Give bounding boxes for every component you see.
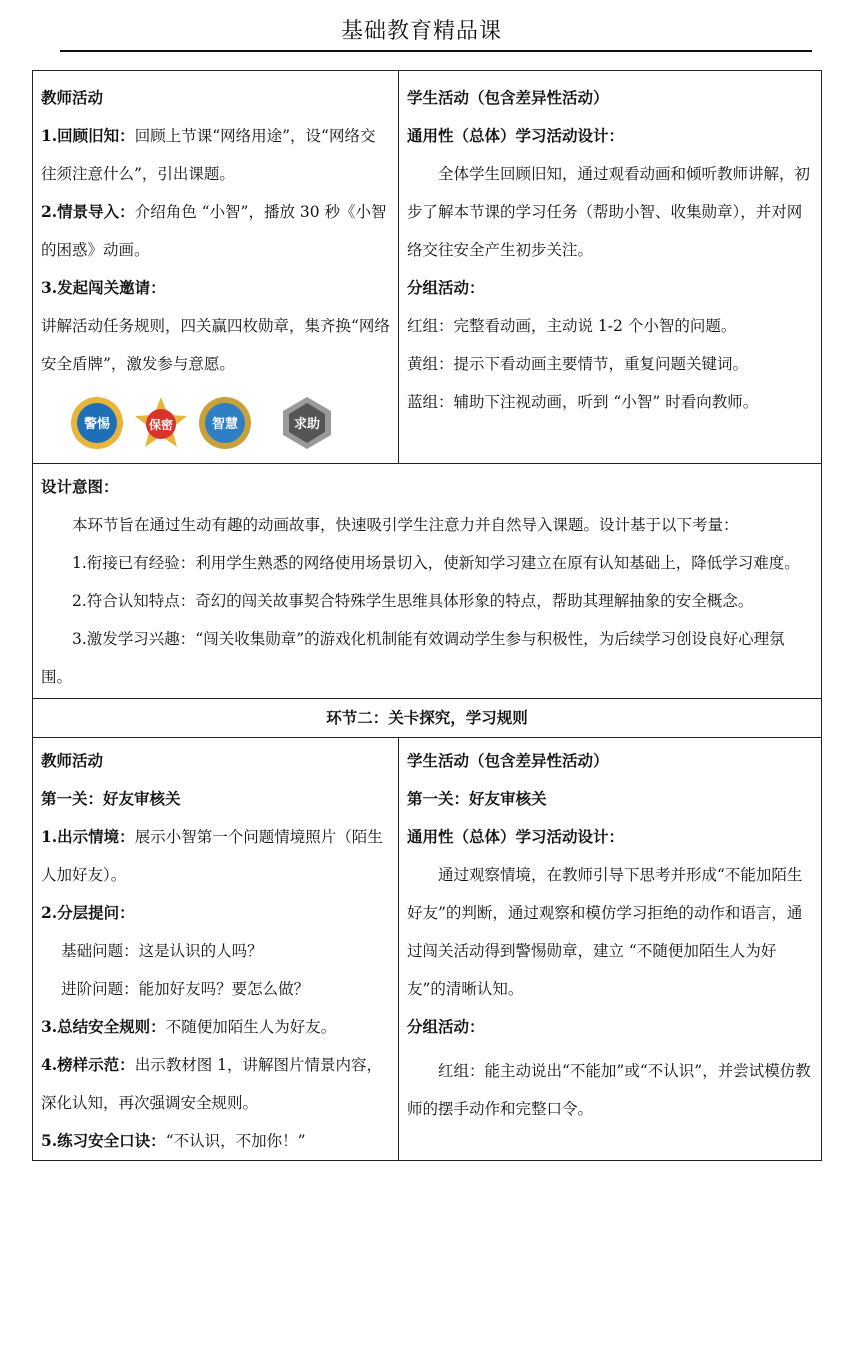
b2-question-advanced: 进阶问题：能加好友吗？要怎么做？ (61, 980, 310, 998)
b2-student-general-heading: 通用性（总体）学习活动设计： (407, 827, 625, 846)
teacher-item-1: 1.回顾旧知：回顾上节课“网络用途”，设“网络交往须注意什么”，引出课题。 (41, 126, 376, 183)
intent-point-3: 3.激发学习兴趣：“闯关收集勋章”的游戏化机制能有效调动学生参与积极性，为后续学习创设良好心理氛围。 (41, 630, 785, 686)
intent-heading: 设计意图： (41, 477, 119, 496)
section2-title: 环节二：关卡探究，学习规则 (33, 699, 822, 738)
block1-student-cell (399, 71, 822, 464)
group-red: 红组：完整看动画，主动说 1-2 个小智的问题。 (407, 317, 737, 335)
b2-teacher-level: 第一关：好友审核关 (41, 789, 181, 808)
intent-cell (33, 464, 822, 699)
b2-student-group-heading: 分组活动： (407, 1017, 485, 1036)
teacher-heading: 教师活动 (41, 88, 104, 107)
block2-row (33, 738, 822, 1161)
teacher-item-2: 2.情景导入：介绍角色 “小智”，播放 30 秒《小智的困惑》动画。 (41, 202, 387, 259)
student-group-heading: 分组活动： (407, 278, 485, 297)
block2-student-cell (399, 738, 822, 1161)
group-yellow: 黄组：提示下看动画主要情节，重复问题关键词。 (407, 355, 749, 373)
intent-row (33, 464, 822, 699)
svg-text:保密: 保密 (148, 418, 174, 432)
block1-teacher-cell (33, 71, 399, 464)
b2-item-3: 3.总结安全规则：不随便加陌生人为好友。 (41, 1017, 337, 1036)
header-rule (60, 50, 812, 52)
b2-item-4: 4.榜样示范：出示教材图 1，讲解图片情景内容，深化认知，再次强调安全规则。 (41, 1055, 382, 1112)
svg-text:求助: 求助 (293, 417, 321, 432)
intent-intro: 本环节旨在通过生动有趣的动画故事，快速吸引学生注意力并自然导入课题。设计基于以下考量： (72, 516, 739, 534)
b2-item-5: 5.练习安全口诀：“不认识，不加你！” (41, 1131, 306, 1150)
b2-student-level: 第一关：好友审核关 (407, 789, 547, 808)
b2-item-1: 1.出示情境：展示小智第一个问题情境照片（陌生人加好友）。 (41, 827, 383, 884)
b2-student-heading: 学生活动（包含差异性活动） (407, 751, 609, 770)
student-general-heading: 通用性（总体）学习活动设计： (407, 126, 625, 145)
intent-point-1: 1.衔接已有经验：利用学生熟悉的网络使用场景切入，使新知学习建立在原有认知基础上，降低学习难度。 (72, 554, 800, 572)
b2-group-red: 红组：能主动说出“不能加”或“不认识”，并尝试模仿教师的摆手动作和完整口令。 (407, 1062, 811, 1118)
teacher-item-3-text: 讲解活动任务规则，四关赢四枚勋章，集齐换“网络安全盾牌”，激发参与意愿。 (41, 317, 390, 373)
lesson-plan-table (32, 70, 822, 1161)
zhihui-badge-icon (197, 395, 253, 451)
svg-text:智慧: 智慧 (211, 417, 239, 432)
b2-item-2-label: 2.分层提问： (41, 903, 135, 922)
jingti-badge-icon (69, 395, 125, 451)
block1-row (33, 71, 822, 464)
teacher-item-3-label: 3.发起闯关邀请： (41, 278, 166, 297)
page-header-title: 基础教育精品课 (340, 19, 502, 44)
b2-teacher-heading: 教师活动 (41, 751, 104, 770)
qiuzhu-badge-icon (279, 395, 335, 451)
block2-teacher-cell (33, 738, 399, 1161)
svg-text:警惕: 警惕 (83, 417, 111, 432)
intent-point-2: 2.符合认知特点：奇幻的闯关故事契合特殊学生思维具体形象的特点，帮助其理解抽象的安全概念。 (72, 592, 754, 610)
section2-row (33, 699, 822, 738)
student-general-text: 全体学生回顾旧知，通过观看动画和倾听教师讲解，初步了解本节课的学习任务（帮助小智、收集勋章），并对网络交往安全产生初步关注。 (407, 165, 811, 259)
student-heading: 学生活动（包含差异性活动） (407, 88, 609, 107)
b2-student-general-text: 通过观察情境，在教师引导下思考并形成“不能加陌生好友”的判断，通过观察和模仿学习拒绝的动作和语言，通过闯关活动得到警惕勋章，建立 “不随便加陌生人为好友”的清晰认知。 (407, 866, 803, 998)
group-blue: 蓝组：辅助下注视动画，听到 “小智” 时看向教师。 (407, 393, 759, 411)
badges-row (41, 383, 390, 463)
b2-question-basic: 基础问题：这是认识的人吗？ (61, 942, 263, 960)
baomi-badge-icon (133, 395, 189, 451)
